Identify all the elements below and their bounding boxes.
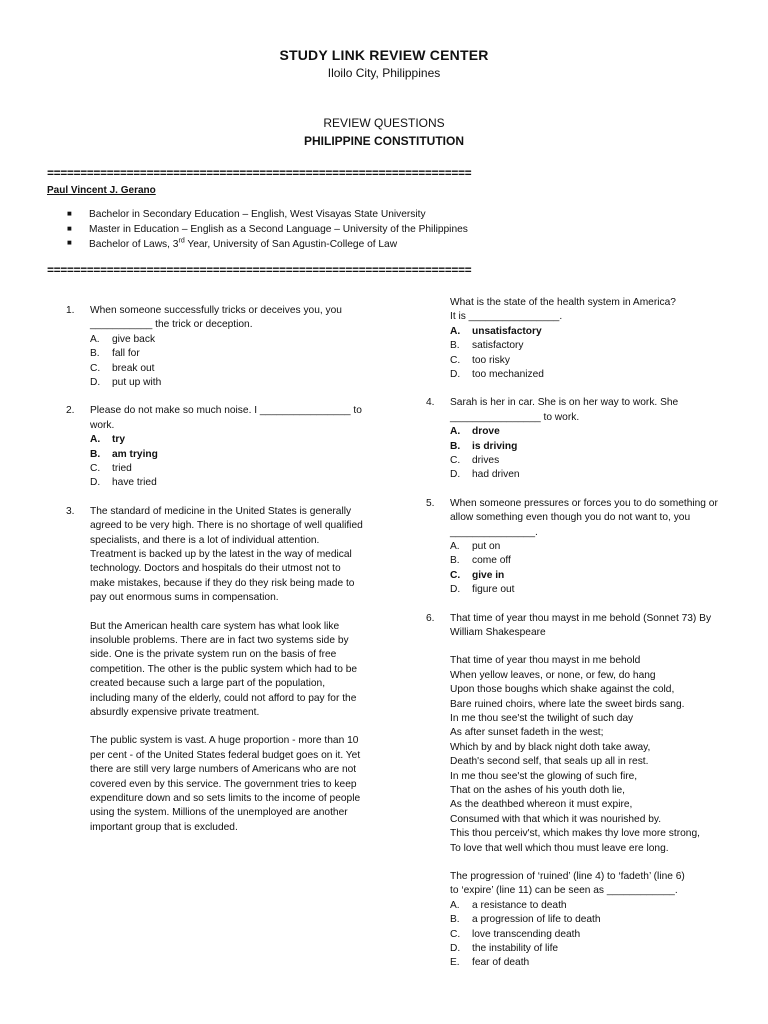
option-item: D. figure out xyxy=(450,584,515,596)
option-item: C. love transcending death xyxy=(450,928,581,940)
left-column xyxy=(66,304,366,835)
question-intro: That time of year thou mayst in me behold (Sonnet 73) By William Shakespeare xyxy=(450,612,712,638)
document-title: STUDY LINK REVIEW CENTER xyxy=(279,47,489,63)
square-bullet-icon: ■ xyxy=(67,238,72,247)
poem-line: That on the ashes of his youth doth lie, xyxy=(450,785,625,796)
question-3 xyxy=(66,505,366,836)
option-item: C. tried xyxy=(90,462,132,474)
options-list xyxy=(450,425,728,483)
question-number: 4. xyxy=(426,397,435,409)
options-list xyxy=(450,540,728,598)
divider-rule-top: ================================================================ xyxy=(47,168,472,180)
question-number: 3. xyxy=(66,505,75,517)
question-6-prompt: The progression of ‘ruined’ (line 4) to ‘fadeth’ (line 6) to ‘expire’ (line 11) can be seen as ____________. xyxy=(450,871,685,897)
option-item: C. too risky xyxy=(450,354,510,366)
option-item: E. fear of death xyxy=(450,957,530,969)
poem-line: Death's second self, that seals up all in rest. xyxy=(450,756,649,768)
poem-line: Bare ruined choirs, where late the sweet birds sang. xyxy=(450,698,685,710)
credential-item: ■ Bachelor in Secondary Education – English, West Visayas State University xyxy=(67,209,426,220)
passage-paragraph-3: The public system is vast. A huge proportion - more than 10 per cent - of the United States federal budget goes on it. Yet there are still very large numbers of Americans who are not covered even by this service. The government tries to keep expenditure down and so sets limits to the income of people using the system. Millions of the unemployed are another important group that is excluded. xyxy=(90,735,361,833)
question-number: 5. xyxy=(426,497,435,509)
question-number: 6. xyxy=(426,612,435,624)
question-4 xyxy=(426,396,728,425)
poem-line: This thou perceiv'st, which makes thy love more strong, xyxy=(450,828,700,840)
divider-rule-bottom: ================================================================ xyxy=(47,265,472,277)
option-item: D. too mechanized xyxy=(450,368,544,380)
credential-item: ■ Master in Education – English as a Second Language – University of the Philippines xyxy=(67,223,468,235)
question-6 xyxy=(426,612,728,899)
credentials-list xyxy=(67,209,468,253)
options-list xyxy=(90,433,366,491)
options-list xyxy=(450,325,728,383)
passage-paragraph-1: The standard of medicine in the United States is generally agreed to be very high. There is no shortage of well qualified specialists, and there is a lot of individual attention. Treatment is backed up by the latest in the way of medical technology. Doctors and hospitals do their utmost not to make mistakes, because if they do they risk being made to pay out enormous sums in compensation. xyxy=(90,505,363,604)
section-heading: REVIEW QUESTIONS xyxy=(323,116,445,130)
option-item: D. had driven xyxy=(450,469,520,481)
option-item-answer: A. drove xyxy=(450,426,500,438)
option-item: D. put up with xyxy=(90,376,162,388)
option-item: C. drives xyxy=(450,454,500,466)
option-item-answer: C. give in xyxy=(450,569,505,581)
option-item: A. a resistance to death xyxy=(450,899,567,911)
poem-line: As the deathbed whereon it must expire, xyxy=(450,799,633,811)
poem-line: In me thou see'st the glowing of such fire, xyxy=(450,770,638,782)
square-bullet-icon: ■ xyxy=(67,223,72,233)
question-text: Please do not make so much noise. I ________________ to work. xyxy=(90,405,362,431)
credential-item xyxy=(67,238,468,253)
poem-line: To love that well which thou must leave ere long. xyxy=(450,842,669,854)
subject-heading: PHILIPPINE CONSTITUTION xyxy=(303,134,464,148)
question-text: Sarah is her in car. She is on her way to work. She ________________ to work. xyxy=(450,397,679,423)
option-item: A. give back xyxy=(90,333,156,345)
author-name: Paul Vincent J. Gerano xyxy=(47,185,156,196)
question-2 xyxy=(66,404,366,433)
option-item-answer: B. is driving xyxy=(450,440,518,452)
question-text: When someone successfully tricks or deceives you, you ___________ the trick or deception. xyxy=(90,305,342,331)
option-item: D. have tried xyxy=(90,477,157,489)
passage-paragraph-2: But the American health care system has what look like insoluble problems. There are in fact two systems side by side. One is the private system run on the basis of free competition. The other is the public system which had to be created because such a large part of the population, including many of the elderly, could not afford to pay for the absurdly expensive private treatment. xyxy=(90,620,358,719)
poem-line: That time of year thou mayst in me behold xyxy=(450,655,641,667)
option-item: B. fall for xyxy=(90,348,140,360)
options-list xyxy=(450,899,728,971)
option-item: B. a progression of life to death xyxy=(450,914,601,926)
question-text: When someone pressures or forces you to do something or allow something even though you do not want to, you _______________. xyxy=(450,497,718,538)
credential-text-law: Bachelor of Laws, 3rd Year, University of San Agustin-College of Law xyxy=(89,238,398,251)
question-number: 2. xyxy=(66,405,75,417)
poem-line: Consumed with that which it was nourished by. xyxy=(450,813,662,825)
poem-line: In me thou see'st the twilight of such day xyxy=(450,712,634,724)
question-number: 1. xyxy=(66,305,75,316)
document-subtitle: Iloilo City, Philippines xyxy=(327,66,441,80)
option-item-answer: B. am trying xyxy=(90,448,158,460)
sonnet-poem xyxy=(450,654,728,856)
option-item: B. come off xyxy=(450,555,511,567)
right-column xyxy=(426,296,728,971)
option-item: A. put on xyxy=(450,540,501,552)
option-item-answer: A. try xyxy=(90,434,126,446)
poem-line: As after sunset fadeth in the west; xyxy=(450,727,604,739)
question-5 xyxy=(426,497,728,540)
option-item-answer: A. unsatisfactory xyxy=(450,325,542,337)
poem-line: Upon those boughs which shake against the cold, xyxy=(450,684,675,696)
options-list xyxy=(90,333,366,391)
square-bullet-icon: ■ xyxy=(67,209,72,218)
poem-line: When yellow leaves, or none, or few, do hang xyxy=(450,669,656,681)
option-item: C. break out xyxy=(90,362,155,374)
question-1 xyxy=(66,304,366,333)
option-item: B. satisfactory xyxy=(450,340,524,352)
question-3-prompt: What is the state of the health system in America? It is ________________. xyxy=(450,297,676,323)
option-item: D. the instability of life xyxy=(450,943,559,955)
poem-line: Which by and by black night doth take away, xyxy=(450,741,651,753)
